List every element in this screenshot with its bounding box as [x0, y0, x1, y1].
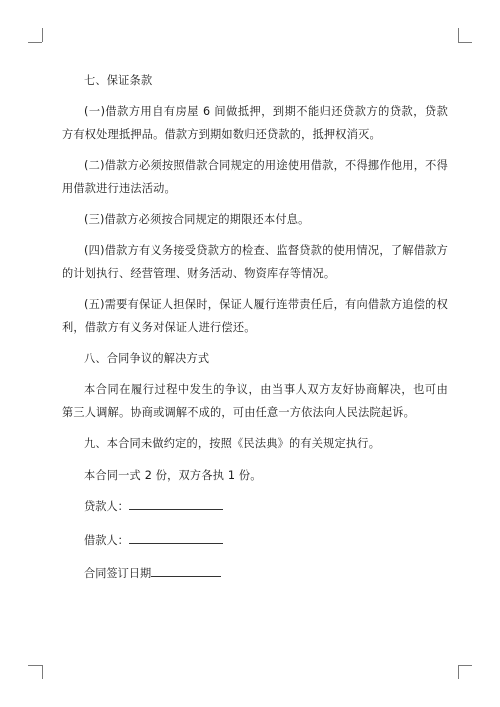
clause-1: (一)借款方用自有房屋 6 间做抵押，到期不能归还贷款方的贷款，贷款方有权处理抵押品。借款方到期如数归还贷款的，抵押权消灭。	[62, 105, 448, 141]
signing-date-blank[interactable]	[151, 564, 221, 577]
section-heading-dispute: 八、合同争议的解决方式	[84, 352, 210, 366]
signing-date-label: 合同签订日期	[84, 566, 152, 580]
clause-2: (二)借款方必须按照借款合同规定的用途使用借款，不得挪作他用，不得用借款进行违法活动。	[62, 159, 448, 195]
lender-blank[interactable]	[129, 497, 223, 510]
clause-3: (三)借款方必须按合同规定的期限还本付息。	[84, 213, 310, 227]
signing-date-line	[84, 563, 448, 585]
section-heading-guarantee: 七、保证条款	[84, 74, 153, 87]
lender-label: 贷款人：	[84, 500, 129, 514]
borrower-blank[interactable]	[129, 531, 223, 544]
borrower-label: 借款人：	[84, 533, 129, 547]
dispute-resolution-text: 本合同在履行过程中发生的争议，由当事人双方友好协商解决，也可由第三人调解。协商或调解不成的，可由任意一方依法向人民法院起诉。	[62, 383, 448, 419]
borrower-signature-line	[84, 530, 448, 552]
section-9-text: 九、本合同未做约定的，按照《民法典》的有关规定执行。	[84, 437, 381, 451]
clause-4: (四)借款方有义务接受贷款方的检查、监督贷款的使用情况，了解借款方的计划执行、经营管理、财务活动、物资库存等情况。	[62, 244, 448, 280]
clause-5: (五)需要有保证人担保时，保证人履行连带责任后，有向借款方追偿的权利，借款方有义务对保证人进行偿还。	[62, 298, 448, 334]
lender-signature-line	[84, 496, 448, 518]
copies-text: 本合同一式 2 份，双方各执 1 份。	[84, 468, 262, 482]
document-body	[62, 70, 448, 596]
